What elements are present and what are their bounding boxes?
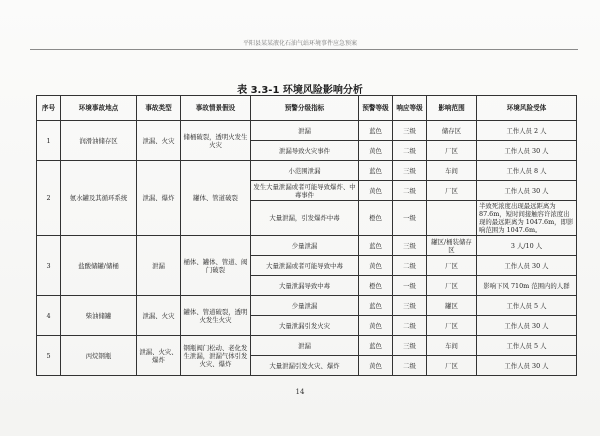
cell-receptor: 工作人员 5 人 [477, 296, 577, 316]
cell-response-level: 三级 [393, 236, 427, 256]
table-row [37, 121, 577, 141]
cell-scope: 厂区 [427, 141, 477, 161]
col-header-warn-level: 预警等级 [359, 96, 393, 121]
cell-no: 2 [37, 161, 61, 236]
cell-scope: 厂区 [427, 316, 477, 336]
cell-receptor: 工作人员 5 人 [477, 336, 577, 356]
cell-scope: 罐区/桶装储存区 [427, 236, 477, 256]
cell-place: 盐酸储罐/储桶 [61, 236, 137, 296]
cell-type: 泄漏、火灾、爆炸 [137, 336, 181, 376]
cell-indicator: 小范围泄漏 [251, 161, 359, 181]
cell-type: 泄漏、火灾 [137, 121, 181, 161]
cell-receptor: 工作人员 8 人 [477, 161, 577, 181]
cell-response-level: 二级 [393, 316, 427, 336]
header-rule [30, 49, 578, 50]
cell-type: 泄漏 [137, 236, 181, 296]
cell-indicator: 少量泄漏 [251, 296, 359, 316]
cell-indicator: 少量泄漏 [251, 236, 359, 256]
cell-receptor: 影响下风 710m 范围内的人群 [477, 276, 577, 296]
cell-indicator: 大量泄漏导致中毒 [251, 276, 359, 296]
table-row [37, 336, 577, 356]
cell-warn-level: 橙色 [359, 276, 393, 296]
cell-warn-level: 黄色 [359, 256, 393, 276]
cell-receptor: 工作人员 2 人 [477, 121, 577, 141]
cell-warn-level: 黄色 [359, 141, 393, 161]
table-header-row [37, 96, 577, 121]
cell-place: 柴油储罐 [61, 296, 137, 336]
col-header-type: 事故类型 [137, 96, 181, 121]
cell-receptor: 工作人员 30 人 [477, 356, 577, 376]
col-header-no: 序号 [37, 96, 61, 121]
cell-response-level: 三级 [393, 336, 427, 356]
cell-no: 1 [37, 121, 61, 161]
cell-scope [427, 201, 477, 236]
cell-response-level: 二级 [393, 141, 427, 161]
cell-type: 泄漏、爆炸 [137, 161, 181, 236]
cell-place: 氨水罐及其循环系统 [61, 161, 137, 236]
cell-scope: 厂区 [427, 276, 477, 296]
cell-indicator: 大量泄漏引发火灾、爆炸 [251, 356, 359, 376]
cell-indicator: 大量泄漏或者可能导致中毒 [251, 256, 359, 276]
cell-scope: 车间 [427, 161, 477, 181]
cell-indicator: 泄漏 [251, 121, 359, 141]
cell-receptor: 工作人员 30 人 [477, 316, 577, 336]
cell-scope: 厂区 [427, 256, 477, 276]
table-row [37, 161, 577, 181]
cell-warn-level: 黄色 [359, 356, 393, 376]
cell-receptor: 工作人员 30 人 [477, 141, 577, 161]
cell-scenario: 钢瓶阀门松动、老化发生泄漏，泄漏气体引发火灾、爆炸 [181, 336, 251, 376]
col-header-receptor: 环境风险受体 [477, 96, 577, 121]
cell-response-level: 一级 [393, 201, 427, 236]
cell-warn-level: 蓝色 [359, 236, 393, 256]
running-header: 平阳县某某液化石油气站环境事件应急预案 [242, 40, 357, 47]
cell-place: 润滑油储存区 [61, 121, 137, 161]
cell-response-level: 二级 [393, 356, 427, 376]
col-header-response-level: 响应等级 [393, 96, 427, 121]
cell-scenario: 罐体、管道破裂 [181, 161, 251, 236]
cell-receptor: 工作人员 30 人 [477, 181, 577, 201]
cell-response-level: 二级 [393, 181, 427, 201]
table-row [37, 296, 577, 316]
cell-warn-level: 蓝色 [359, 121, 393, 141]
cell-place: 丙烷钢瓶 [61, 336, 137, 376]
cell-scenario: 罐体、管道破裂，透明火发生火灾 [181, 296, 251, 336]
cell-scope: 罐区 [427, 296, 477, 316]
cell-warn-level: 蓝色 [359, 161, 393, 181]
cell-response-level: 一级 [393, 276, 427, 296]
cell-scope: 厂区 [427, 356, 477, 376]
cell-warn-level: 橙色 [359, 201, 393, 236]
cell-no: 5 [37, 336, 61, 376]
page-number: 14 [295, 388, 305, 396]
cell-scope: 储存区 [427, 121, 477, 141]
cell-warn-level: 黄色 [359, 316, 393, 336]
col-header-scenario: 事故情景假设 [181, 96, 251, 121]
cell-response-level: 二级 [393, 256, 427, 276]
cell-response-level: 三级 [393, 121, 427, 141]
cell-scenario: 储桶破裂，透明火发生火灾 [181, 121, 251, 161]
cell-warn-level: 黄色 [359, 181, 393, 201]
col-header-scope: 影响范围 [427, 96, 477, 121]
table-body [37, 121, 577, 376]
col-header-place: 环境事故地点 [61, 96, 137, 121]
cell-warn-level: 蓝色 [359, 296, 393, 316]
cell-receptor: 工作人员 30 人 [477, 256, 577, 276]
cell-response-level: 三级 [393, 296, 427, 316]
table-row [37, 236, 577, 256]
cell-indicator: 泄漏导致火灾事件 [251, 141, 359, 161]
cell-no: 3 [37, 236, 61, 296]
cell-receptor: 3 人/10 人 [477, 236, 577, 256]
cell-no: 4 [37, 296, 61, 336]
table-caption: 表 3.3-1 环境风险影响分析 [237, 85, 363, 96]
cell-receptor: 半致死浓度出现最远距离为 87.6m，短时间接触容许浓度出现的最远距离为 1047.6m，即影响范围为 1047.6m。 [477, 201, 577, 236]
cell-response-level: 三级 [393, 161, 427, 181]
cell-scope: 厂区 [427, 181, 477, 201]
cell-indicator: 大量泄漏，引发爆炸中毒 [251, 201, 359, 236]
cell-indicator: 发生大量泄漏或者可能导致爆炸、中毒事件 [251, 181, 359, 201]
risk-analysis-table [36, 95, 577, 376]
cell-warn-level: 蓝色 [359, 336, 393, 356]
col-header-indicator: 预警分级指标 [251, 96, 359, 121]
cell-scenario: 桶体、罐体、管道、阀门破裂 [181, 236, 251, 296]
cell-indicator: 泄漏 [251, 336, 359, 356]
cell-type: 泄漏、火灾 [137, 296, 181, 336]
cell-scope: 车间 [427, 336, 477, 356]
cell-indicator: 大量泄漏引发火灾 [251, 316, 359, 336]
